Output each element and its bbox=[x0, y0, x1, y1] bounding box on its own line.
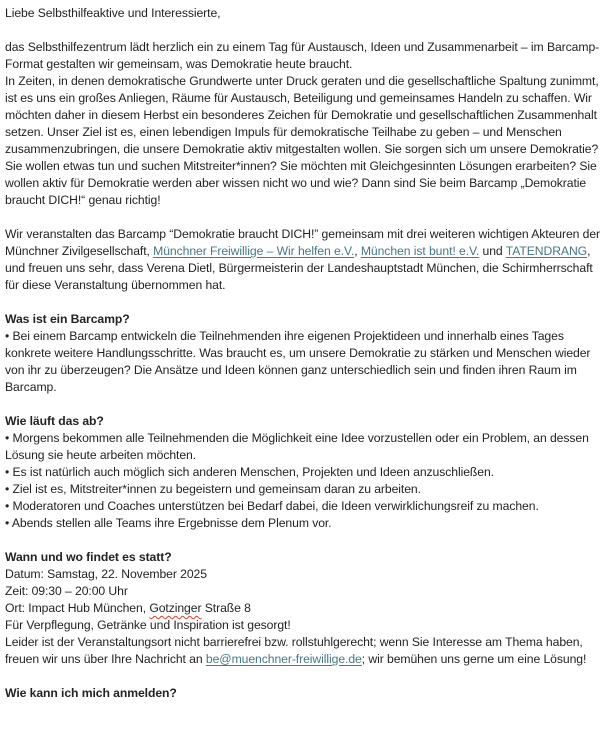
catering-line: Für Verpflegung, Getränke und Inspiration ist gesorgt! bbox=[5, 618, 291, 632]
spellcheck-underlined-word: Gotzinger bbox=[149, 601, 202, 615]
bullet-item: • Ziel ist es, Mitstreiter*innen zu begeistern und gemeinsam daran zu arbeiten. bbox=[5, 482, 421, 496]
link-muenchner-freiwillige[interactable]: Münchner Freiwillige – Wir helfen e.V. bbox=[153, 244, 355, 258]
organizers-text-4: , und freuen uns sehr, dass Verena Dietl, Bürgermeisterin der Landeshauptstadt München, die Schirmherrschaft für diese Veranstaltung übernommen hat. bbox=[5, 244, 593, 292]
event-location-line bbox=[5, 600, 605, 617]
bullet-item: • Es ist natürlich auch möglich sich anderen Menschen, Projekten und Ideen anzuschließen. bbox=[5, 465, 494, 479]
accessibility-text-2: ; wir bemühen uns gerne um eine Lösung! bbox=[361, 652, 587, 666]
intro-paragraph-1: das Selbsthilfezentrum lädt herzlich ein zu einem Tag für Austausch, Ideen und Zusammenarbeit – im Barcamp-Format gestalten wir gemeinsam, was Demokratie heute braucht. bbox=[5, 40, 600, 71]
greeting-line: Liebe Selbsthilfeaktive und Interessierte, bbox=[5, 6, 221, 20]
location-text-1: Ort: Impact Hub München, bbox=[5, 601, 150, 615]
bullet-item: • Abends stellen alle Teams ihre Ergebnisse dem Plenum vor. bbox=[5, 516, 332, 530]
intro-paragraph-2: In Zeiten, in denen demokratische Grundwerte unter Druck geraten und die gesellschaftliche Spaltung zunimmt, ist es uns ein großes Anliegen, Räume für Austausch, Beteiligung und gemeinsames Handeln zu schaffen. Wir möchten daher in diesem Herbst ein besonderes Zeichen für Demokratie und gesellschaftlichen Zusammenhalt setzen. Unser Ziel ist es, einen lebendigen Impuls für demokratische Teilhabe zu geben – und Menschen zusammenzubringen, die unsere Demokratie aktiv mitgestalten wollen. Sie sorgen sich um unsere Demokratie? Sie wollen etwas tun und suchen Mitstreiter*innen? Sie möchten mit Gleichgesinnten Lösungen erarbeiten? Sie wollen aktiv für Demokratie werden aber wissen nicht wo und wie? Dann sind Sie beim Barcamp „Demokratie braucht DICH!“ genau richtig! bbox=[5, 74, 599, 207]
organizers-paragraph bbox=[5, 226, 605, 294]
heading-wie-laeuft-das-ab: Wie läuft das ab? bbox=[5, 414, 104, 428]
email-link[interactable]: be@muenchner-freiwillige.de bbox=[205, 652, 362, 666]
bullet-item: • Moderatoren und Coaches unterstützen bei Bedarf dabei, die Ideen verwirklichungsreif zu machen. bbox=[5, 499, 539, 513]
event-time-line: Zeit: 09:30 – 20:00 Uhr bbox=[5, 584, 128, 598]
heading-wann-und-wo: Wann und wo findet es statt? bbox=[5, 550, 172, 564]
organizers-text-3: und bbox=[479, 244, 506, 258]
link-muenchen-ist-bunt[interactable]: München ist bunt! e.V. bbox=[360, 244, 480, 258]
bullet-item: • Morgens bekommen alle Teilnehmenden die Möglichkeit eine Idee vorzustellen oder ein Problem, an dessen Lösung sie heute arbeiten möchten. bbox=[5, 431, 589, 462]
accessibility-text-1: Leider ist der Veranstaltungsort nicht barrierefrei bzw. rollstuhlgerecht; wenn Sie Interesse am Thema haben, freuen wir uns über Ihre Nachricht an bbox=[5, 635, 583, 666]
link-tatendrang[interactable]: TATENDRANG bbox=[505, 244, 588, 258]
bullet-item-barcamp-definition: • Bei einem Barcamp entwickeln die Teilnehmenden ihre eigenen Projektideen und innerhalb eines Tages konkrete weitere Handlungsschritte. Was braucht es, um unsere Demokratie zu stärken und Menschen wieder von ihr zu überzeugen? Die Ansätze und Ideen können ganz unterschiedlich sein und finden ihren Raum im Barcamp. bbox=[5, 329, 591, 394]
organizers-text-1: Wir veranstalten das Barcamp “Demokratie braucht DICH!” gemeinsam mit drei weiteren wichtigen Akteuren der Münchner Zivilgesellschaft, bbox=[5, 227, 601, 258]
heading-wie-kann-ich-mich-anmelden: Wie kann ich mich anmelden? bbox=[5, 686, 177, 700]
accessibility-paragraph bbox=[5, 634, 605, 668]
heading-was-ist-ein-barcamp: Was ist ein Barcamp? bbox=[5, 312, 130, 326]
location-text-2: Straße 8 bbox=[201, 601, 251, 615]
event-date-line: Datum: Samstag, 22. November 2025 bbox=[5, 567, 207, 581]
organizers-text-2: , bbox=[354, 244, 361, 258]
